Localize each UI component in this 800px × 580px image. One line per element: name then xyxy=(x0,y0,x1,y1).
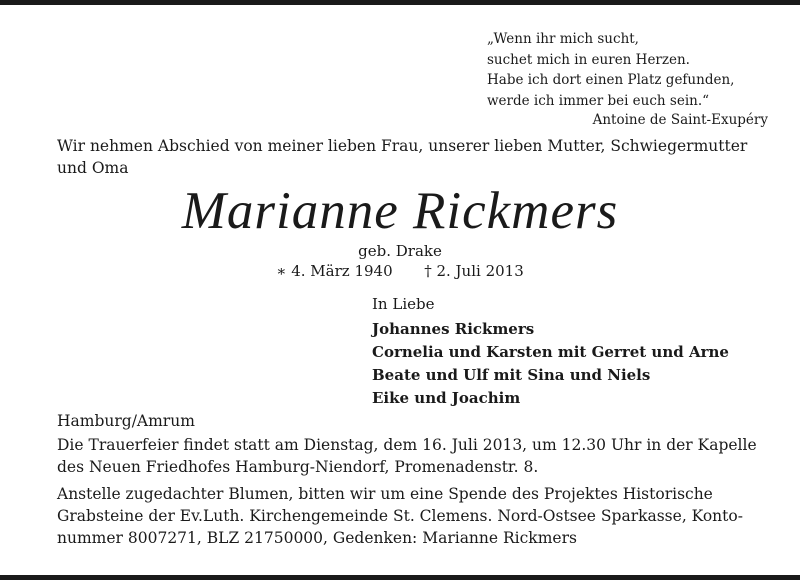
maiden-name: geb. Drake xyxy=(358,242,442,260)
intro-line: und Oma xyxy=(57,159,129,177)
death-date: 2. Juli 2013 xyxy=(436,262,524,280)
bottom-border xyxy=(0,575,800,580)
donation-line: Grabsteine der Ev.Luth. Kirchengemeinde St. Clemens. Nord-Ostsee Sparkasse, Konto- xyxy=(57,507,743,525)
mourner-entry: Eike und Joachim xyxy=(372,389,521,407)
location: Hamburg/Amrum xyxy=(57,412,195,430)
birth-asterisk-icon: ∗ xyxy=(276,262,287,280)
death-cross-icon: † xyxy=(424,262,432,280)
donation-request xyxy=(57,483,777,549)
quote-line: werde ich immer bei euch sein.“ xyxy=(487,92,710,109)
mourner-entry: Johannes Rickmers xyxy=(372,320,535,338)
quote-author: Antoine de Saint-Exupéry xyxy=(592,112,768,128)
service-details xyxy=(57,434,777,478)
quote-line: „Wenn ihr mich sucht, xyxy=(487,31,639,47)
mourners-list xyxy=(372,318,729,410)
donation-line: nummer 8007271, BLZ 21750000, Gedenken: Marianne Rickmers xyxy=(57,529,577,547)
mourners-intro: In Liebe xyxy=(372,295,435,313)
service-line: des Neuen Friedhofes Hamburg-Niendorf, Promenadenstr. 8. xyxy=(57,458,539,476)
intro-text xyxy=(57,135,777,179)
epigraph-quote xyxy=(487,29,777,128)
birth-date: 4. März 1940 xyxy=(291,262,393,280)
quote-line: suchet mich in euren Herzen. xyxy=(487,51,690,68)
quote-line: Habe ich dort einen Platz gefunden, xyxy=(487,72,735,88)
life-dates xyxy=(0,261,800,281)
deceased-name: Marianne Rickmers xyxy=(181,182,619,240)
mourner-entry: Beate und Ulf mit Sina und Niels xyxy=(372,366,651,384)
donation-line: Anstelle zugedachter Blumen, bitten wir um eine Spende des Projektes Historische xyxy=(57,485,713,503)
service-line: Die Trauerfeier findet statt am Dienstag, dem 16. Juli 2013, um 12.30 Uhr in der Kapelle xyxy=(57,436,757,454)
intro-line: Wir nehmen Abschied von meiner lieben Frau, unserer lieben Mutter, Schwiegermutter xyxy=(57,137,748,155)
mourner-entry: Cornelia und Karsten mit Gerret und Arne xyxy=(372,343,729,361)
top-border xyxy=(0,0,800,5)
